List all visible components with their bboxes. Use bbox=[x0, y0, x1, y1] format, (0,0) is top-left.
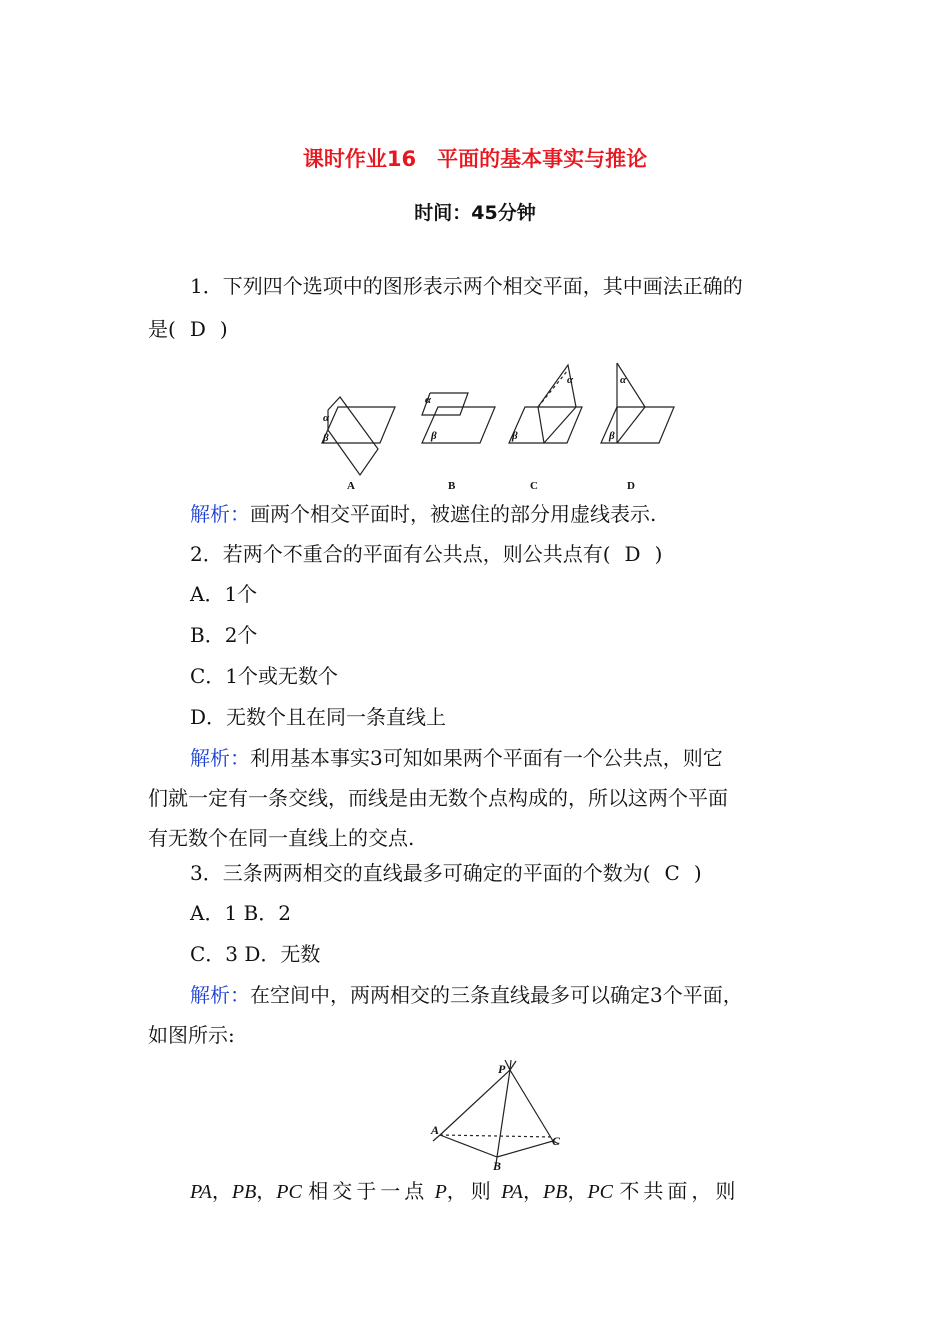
fig-label-a: A bbox=[347, 480, 355, 492]
q3-figure bbox=[425, 1055, 575, 1175]
q2-analysis-label: 解析： bbox=[190, 746, 250, 770]
point-p-text: P bbox=[434, 1181, 447, 1203]
seg-pc-2: PC bbox=[587, 1181, 614, 1203]
point-b: B bbox=[493, 1159, 502, 1173]
fig-b-beta: β bbox=[431, 430, 437, 442]
time-limit: 时间：45分钟 bbox=[414, 202, 536, 224]
q1-stem-line2 bbox=[148, 315, 228, 343]
fig-label-c: C bbox=[530, 480, 538, 492]
fig-a-beta: β bbox=[323, 432, 329, 444]
point-c: C bbox=[552, 1134, 561, 1148]
q1-figure bbox=[300, 355, 690, 495]
q2-answer: D bbox=[624, 542, 641, 566]
fig-d-alpha: α bbox=[620, 374, 627, 386]
sep-3: ， bbox=[523, 1179, 544, 1203]
q3-analysis-line2: 如图所示: bbox=[148, 1023, 235, 1047]
fig-d-beta: β bbox=[609, 430, 615, 442]
page-title: 课时作业16 平面的基本事实与推论 bbox=[302, 147, 648, 171]
seg-pc: PC bbox=[276, 1181, 302, 1203]
sep-2: ， bbox=[256, 1179, 277, 1203]
q3-analysis-text1: 在空间中，两两相交的三条直线最多可以确定3个平面， bbox=[250, 983, 743, 1007]
fig-c-beta: β bbox=[512, 430, 518, 442]
q1-analysis-text: 画两个相交平面时，被遮住的部分用虚线表示. bbox=[250, 502, 657, 526]
q3-analysis-label: 解析： bbox=[190, 983, 250, 1007]
point-p: P bbox=[498, 1062, 506, 1076]
q3-stem-prefix: 3．三条两两相交的直线最多可确定的平面的个数为( bbox=[190, 861, 651, 885]
q3-answer: C bbox=[664, 861, 680, 885]
q1-analysis bbox=[190, 500, 656, 528]
seg-pa-2: PA bbox=[501, 1181, 524, 1203]
q1-stem-suffix: ) bbox=[219, 317, 228, 341]
seg-pa: PA bbox=[190, 1181, 212, 1203]
q1-stem-prefix: 是( bbox=[148, 317, 176, 341]
q2-stem-prefix: 2．若两个不重合的平面有公共点，则公共点有( bbox=[190, 542, 611, 566]
q1-analysis-label: 解析： bbox=[190, 502, 250, 526]
figure-a bbox=[322, 397, 395, 475]
q2-stem bbox=[190, 540, 662, 568]
q2-analysis-line3: 有无数个在同一直线上的交点. bbox=[148, 826, 415, 850]
q1-stem-line1: 1．下列四个选项中的图形表示两个相交平面，其中画法正确的 bbox=[190, 274, 743, 298]
fig-b-alpha: α bbox=[425, 394, 432, 406]
q3-stem-suffix: ) bbox=[693, 861, 702, 885]
q3-last-line bbox=[190, 1177, 739, 1206]
q2-option-c: C．1个或无数个 bbox=[190, 664, 339, 688]
fig-label-b: B bbox=[448, 480, 456, 492]
q2-option-d: D．无数个且在同一条直线上 bbox=[190, 705, 447, 729]
seg-pb-2: PB bbox=[543, 1181, 568, 1203]
q1-answer: D bbox=[189, 317, 206, 341]
q3-options-row2: C．3 D．无数 bbox=[190, 942, 321, 966]
text-noncoplanar: 不共面，则 bbox=[619, 1179, 740, 1203]
q2-analysis-line1 bbox=[190, 744, 723, 772]
text-intersect: 相交于一点 bbox=[308, 1179, 429, 1203]
q2-analysis-text1: 利用基本事实3可知如果两个平面有一个公共点，则它 bbox=[250, 746, 723, 770]
q3-options-row1: A．1 B．2 bbox=[190, 901, 291, 925]
q2-analysis-line2: 们就一定有一条交线，而线是由无数个点构成的，所以这两个平面 bbox=[148, 786, 728, 810]
seg-pb: PB bbox=[231, 1181, 257, 1203]
sep-1: ， bbox=[211, 1179, 232, 1203]
point-a: A bbox=[431, 1123, 440, 1137]
sep-4: ， bbox=[567, 1179, 588, 1203]
q2-option-b: B．2个 bbox=[190, 623, 258, 647]
q3-analysis-line1 bbox=[190, 981, 743, 1009]
q3-stem bbox=[190, 859, 702, 887]
q2-option-a: A．1个 bbox=[190, 582, 258, 606]
fig-a-alpha: α bbox=[323, 412, 330, 424]
fig-c-alpha: α bbox=[567, 374, 574, 386]
text-then: ，则 bbox=[446, 1179, 495, 1203]
fig-label-d: D bbox=[627, 480, 635, 492]
q2-stem-suffix: ) bbox=[654, 542, 663, 566]
